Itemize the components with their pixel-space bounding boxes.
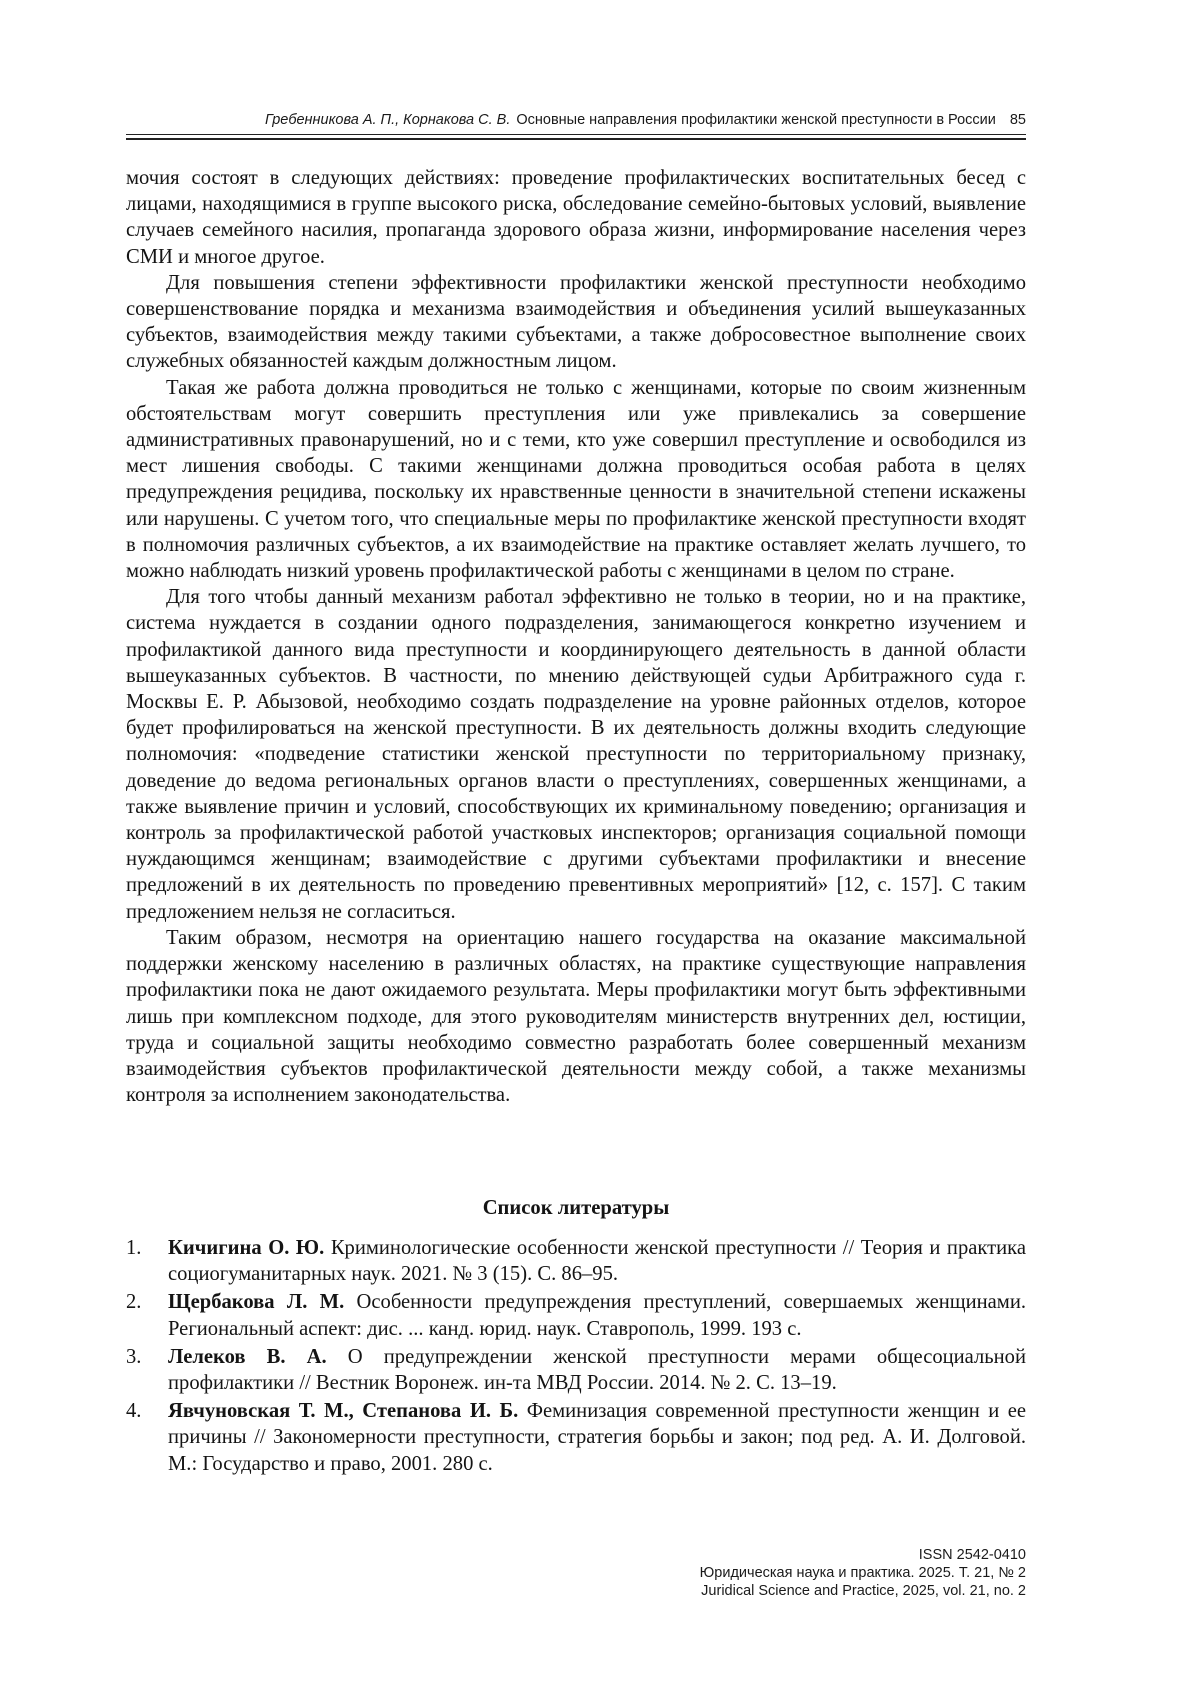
references-list (126, 1235, 1026, 1479)
reference-item (126, 1398, 1026, 1477)
header-rule-thick (126, 138, 1026, 140)
running-head-title: Основные направления профилактики женской преступности в России (516, 112, 996, 128)
header-rule-thin (126, 134, 1026, 135)
journal-footer (700, 1546, 1026, 1600)
reference-citation: Феминизация современной преступности женщин и ее причины // Закономерности преступности, стратегия борьбы и закон; под ред. А. И. Долговой. М.: Государство и право, 2001. 280 с. (168, 1400, 1026, 1475)
reference-item (126, 1289, 1026, 1341)
reference-citation: Особенности предупреждения преступлений, совершаемых женщинами. Региональный аспект: дис. ... канд. юрид. наук. Ставрополь, 1999. 193 с. (168, 1291, 1026, 1340)
reference-citation: Криминологические особенности женской преступности // Теория и практика социогуманитарных наук. 2021. № 3 (15). С. 86–95. (168, 1237, 1026, 1286)
journal-citation-en: Juridical Science and Practice, 2025, vol. 21, no. 2 (701, 1583, 1026, 1599)
reference-authors: Кичигина О. Ю. (168, 1237, 325, 1259)
journal-citation-ru: Юридическая наука и практика. 2025. Т. 21, № 2 (699, 1565, 1026, 1581)
body-paragraph-2: Для повышения степени эффективности профилактики женской преступности необходимо совершенствование порядка и механизма взаимодействия и объединения усилий вышеуказанных субъектов, взаимодействия между такими субъектами, а также добросовестное выполнение своих служебных обязанностей каждым должностным лицом. (126, 271, 1026, 373)
page-number: 85 (1009, 112, 1026, 128)
reference-authors: Явчуновская Т. М., Степанова И. Б. (168, 1400, 519, 1423)
reference-text (168, 1289, 1026, 1341)
reference-text (168, 1398, 1026, 1477)
reference-number: 2. (126, 1291, 142, 1314)
body-paragraph-5: Таким образом, несмотря на ориентацию нашего государства на оказание максимальной поддержки женскому населению в различных областях, на практике существующие направления профилактики пока не дают ожидаемого результата. Меры профилактики могут быть эффективными лишь при комплексном подходе, для этого руководителям министерств внутренних дел, юстиции, труда и социальной защиты необходимо совместно разработать более совершенный механизм взаимодействия субъектов профилактической деятельности между собой, а также механизмы контроля за исполнением законодательства. (126, 926, 1026, 1107)
reference-authors: Щербакова Л. М. (168, 1291, 345, 1314)
reference-text (168, 1344, 1026, 1396)
reference-number: 4. (126, 1400, 142, 1423)
issn: ISSN 2542-0410 (918, 1547, 1026, 1563)
body-paragraph-1: мочия состоят в следующих действиях: проведение профилактических воспитательных бесед с лицами, находящимися в группе высокого риска, обследование семейно-бытовых условий, выявление случаев семейного насилия, пропаганда здорового образа жизни, информирование населения через СМИ и многое другое. (126, 167, 1026, 268)
body-paragraph-4: Для того чтобы данный механизм работал эффективно не только в теории, но и на практике, система нуждается в создании одного подразделения, занимающегося конкретно изучением и профилактикой данного вида преступности и координирующего деятельность в данной области вышеуказанных субъектов. В частности, по мнению действующей судьи Арбитражного суда г. Москвы Е. Р. Абызовой, необходимо создать подразделение на уровне районных отделов, которое будет профилироваться на женской преступности. В их деятельность должны входить следующие полномочия: «подведение статистики женской преступности по территориальному признаку, доведение до ведома региональных органов власти о преступлениях, совершенных женщинами, а также выявление причин и условий, способствующих их криминальному поведению; организация и контроль за профилактической работой участковых инспекторов; организация социальной помощи нуждающимся женщинам; взаимодействие с другими субъектами профилактики и внесение предложений в их деятельность по проведению превентивных мероприятий» [12, с. 157]. С таким предложением нельзя не согласиться. (126, 586, 1026, 923)
reference-citation: О предупреждении женской преступности мерами общесоциальной профилактики // Вестник Воронеж. ин-та МВД России. 2014. № 2. С. 13–19. (168, 1345, 1026, 1395)
running-head (126, 112, 1026, 128)
article-body (126, 165, 1026, 1108)
references-heading: Список литературы (482, 1197, 670, 1219)
reference-number: 1. (126, 1237, 142, 1259)
reference-item (126, 1344, 1026, 1396)
reference-number: 3. (126, 1345, 142, 1368)
reference-text (168, 1235, 1026, 1287)
reference-authors: Лелеков В. А. (168, 1345, 327, 1368)
running-head-authors: Гребенникова А. П., Корнакова С. В. (264, 112, 511, 128)
body-paragraph-3: Такая же работа должна проводиться не только с женщинами, которые по своим жизненным обстоятельствам могут совершить преступления или уже привлекались за совершение административных правонарушений, но и с теми, кто уже совершил преступление и освободился из мест лишения свободы. С такими женщинами должна проводиться особая работа в целях предупреждения рецидива, поскольку их нравственные ценности в значительной степени искажены или нарушены. С учетом того, что специальные меры по профилактике женской преступности входят в полномочия различных субъектов, а их взаимодействие на практике оставляет желать лучшего, то можно наблюдать низкий уровень профилактической работы с женщинами в целом по стране. (126, 376, 1026, 583)
reference-item (126, 1235, 1026, 1287)
